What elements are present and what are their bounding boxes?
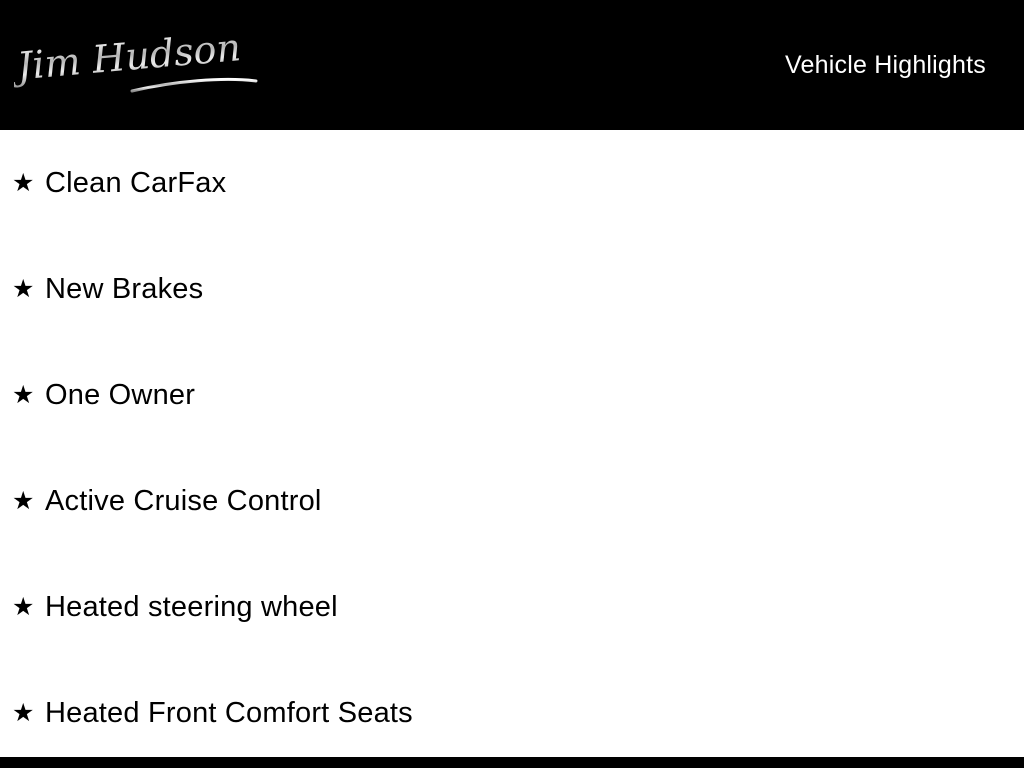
list-item [0, 660, 1024, 766]
list-item [0, 554, 1024, 660]
logo-signature-text: Jim Hudson [15, 25, 243, 89]
list-item [0, 130, 1024, 236]
highlight-label: Heated Front Comfort Seats [45, 696, 413, 729]
page-title: Vehicle Highlights [785, 50, 986, 79]
star-icon: ★ [12, 698, 35, 727]
star-icon: ★ [12, 168, 35, 197]
star-icon: ★ [12, 592, 35, 621]
star-icon: ★ [12, 486, 35, 515]
highlight-label: One Owner [45, 378, 196, 411]
header-bar [0, 0, 1024, 130]
star-icon: ★ [12, 274, 35, 303]
dealer-logo [14, 21, 264, 113]
logo-underline-flourish [132, 79, 256, 91]
highlight-label: Clean CarFax [45, 166, 227, 199]
highlights-list [0, 130, 1024, 766]
highlight-label: Heated steering wheel [45, 590, 338, 623]
highlight-label: Active Cruise Control [45, 484, 322, 517]
list-item [0, 448, 1024, 554]
star-icon: ★ [12, 380, 35, 409]
list-item [0, 236, 1024, 342]
dealer-logo-graphic [14, 21, 264, 113]
list-item [0, 342, 1024, 448]
highlight-label: New Brakes [45, 272, 204, 305]
footer-bar [0, 757, 1024, 768]
